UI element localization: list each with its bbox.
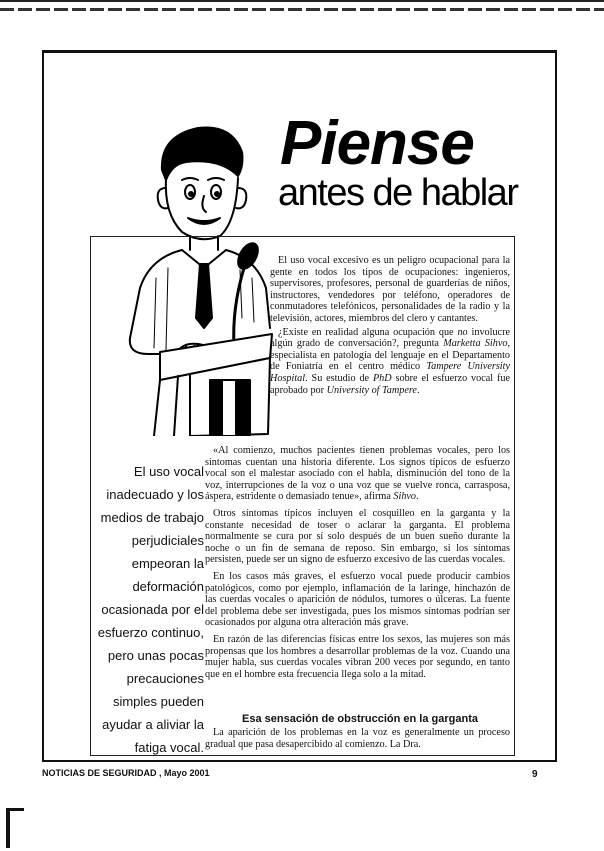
pull-quote-line: deformación [132, 579, 204, 594]
body-paragraph-2: Otros síntomas típicos incluyen el cosquilleo en la garganta y la constante necesidad de toser o aclarar la garganta. El problema normalmente se cura por sí solo después de un buen sueño durante la noche o un fin de semana de reposo. Sin embargo, si los síntomas persisten, puede ser un signo de esfuerzo excesivo de las cuerdas vocales. [205, 507, 510, 566]
article-body [205, 445, 510, 685]
page-frame-left [42, 50, 44, 762]
page-number: 9 [532, 769, 538, 780]
pull-quote-line: ocasionada por el [101, 602, 204, 617]
pull-quote-line: precauciones [126, 671, 204, 686]
pull-quote-line: esfuerzo continuo, [97, 625, 204, 640]
page-frame-top [42, 50, 556, 53]
article-box-left [90, 236, 91, 756]
specialist-name: Sihvo [393, 491, 417, 503]
body-paragraph-4: En razón de las diferencias físicas entre los sexos, las mujeres son más propensas que los hombres a desarrollar problemas de la voz. Cuando una mujer habla, sus cuerdas vocales vibran 200 veces por segundo, en tanto que en el hombre esta frecuencia llega solo a la mitad. [205, 633, 510, 680]
intro-text-b: involucre algún grado de conversación?, pregunta [270, 326, 510, 350]
scan-corner-mark [6, 808, 24, 811]
scan-edge-line [0, 0, 604, 2]
pull-quote-line: pero unas pocas [107, 648, 204, 663]
pull-quote-line: inadecuado y los [106, 487, 204, 502]
pull-quote-line: simples pueden [112, 694, 204, 709]
man-at-podium-illustration [120, 118, 280, 436]
scan-perforation [0, 8, 604, 11]
page-frame-right [555, 50, 557, 762]
intro-text [270, 255, 510, 396]
specialist-name: Marketta Sihvo [443, 338, 508, 350]
pull-quote-line: perjudiciales [131, 533, 204, 548]
pull-quote-line: El uso vocal [133, 464, 204, 479]
body-text: «Al comienzo, muchos pacientes tienen problemas vocales, pero los síntomas cuentan una historia diferente. Los signos típicos de esfuerzo vocal son el malestar asociado con el habla, disminución del tono de la voz, interrupciones de la voz o una voz que se vuelve ronca, carrasposa, áspera, estridente o demasiado tenue», afirma [205, 445, 510, 503]
pull-quote-line: empeoran la [131, 556, 204, 571]
body-text: . [416, 491, 419, 503]
intro-paragraph-2 [270, 327, 510, 397]
intro-text-e: sobre el esfuerzo vocal fue aprobado por [270, 372, 510, 396]
pull-quote-line: fatiga vocal. [134, 740, 204, 755]
intro-paragraph-1: El uso vocal excesivo es un peligro ocupacional para la gente en todos los tipos de ocupaciones: ingenieros, supervisores, profesores, personal de guarderías de niños, instructores, vendedores por teléfono, operadores de conmutadores telefónicos, personalidades de la radio y la televisión, actores, miembros del clero y cantantes. [270, 255, 510, 324]
intro-text-c: , especialista en patología del lenguaje en el Departamento de Foniatría en el centro médico [270, 338, 510, 373]
scan-corner-mark [6, 808, 10, 848]
pull-quote-line: ayudar a aliviar la [102, 717, 204, 732]
article-box-right [514, 236, 515, 756]
pull-quote [96, 460, 204, 759]
university-name: University of Tampere [326, 384, 417, 396]
intro-text-f: . [416, 384, 420, 396]
pull-quote-line: medios de trabajo [100, 510, 204, 525]
intro-text-a: ¿Existe en realidad alguna ocupación que [278, 326, 458, 338]
article-box-top [90, 236, 514, 237]
body-paragraph-3: En los casos más graves, el esfuerzo vocal puede producir cambios patológicos, como por ejemplo, inflamación de la laringe, hinchazón de las cuerdas vocales o aparición de nódulos, tumores o úlceras. La fuente del problema debe ser investigada, pues los mismos síntomas podrían ser ocasionados por alguna otra alteración más grave. [205, 570, 510, 629]
hospital-name: Tampere University Hospital [270, 361, 510, 384]
phd-label: PhD [372, 372, 392, 384]
intro-emphasis: no [457, 326, 468, 338]
body-paragraph-1 [205, 445, 510, 503]
body-paragraph-5: La aparición de los problemas en la voz es generalmente un proceso gradual que pasa desapercibido al comienzo. La Dra. [205, 727, 510, 750]
page-frame-bottom [42, 760, 556, 762]
page-title: Piense [280, 109, 474, 178]
page-subtitle: antes de hablar [278, 172, 518, 214]
intro-text-d: . Su estudio de [305, 372, 373, 384]
section-subheading: Esa sensación de obstrucción en la garganta [242, 713, 478, 725]
publication-footer: NOTICIAS DE SEGURIDAD , Mayo 2001 [42, 768, 210, 778]
